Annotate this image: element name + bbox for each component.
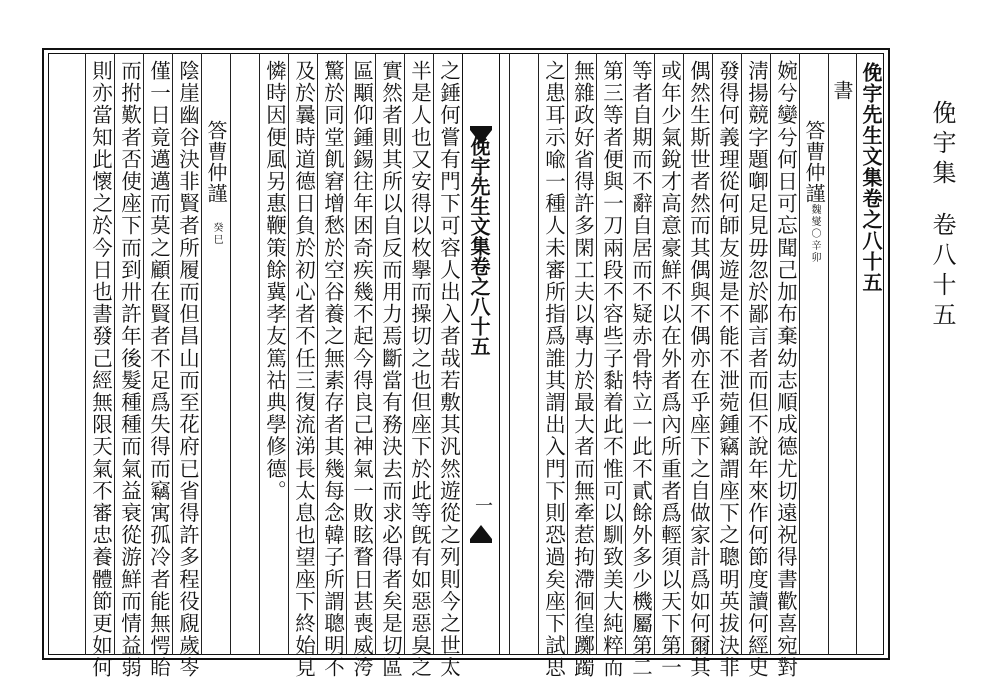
volume-header: 俛宇先生文集卷之八十五 <box>859 62 883 293</box>
text-line: 僅一日竟邁邁而莫之顧在賢者不足爲失得而竊寓孤冷者能無愕眙 <box>146 60 171 679</box>
column-rule <box>509 53 510 655</box>
letter-heading-2 <box>206 120 226 246</box>
text-line: 半是人也又安得以枚擧而操切之也但座下於此等旣有如惡惡臭之 <box>407 60 432 679</box>
column-rule <box>346 53 347 655</box>
text-line: 無雜政好省得許多閑工夫以專力於最大者而無牽惹拘滯徊徨躑躅 <box>570 60 595 679</box>
column-rule <box>596 53 597 655</box>
center-band-title: 俛宇先生文集卷之八十五 <box>467 136 491 356</box>
column-rule <box>143 53 144 655</box>
section-heading: 書 <box>830 80 854 101</box>
text-line: 驚於同堂飢窘增愁於空谷養之無素存者其幾每念韓子所謂聰明不 <box>320 60 345 679</box>
text-line: 發得何義理從何師友遊是不能不泄菀鍾竊謂座下之聰明英拔決非 <box>715 60 740 679</box>
column-rule <box>375 53 376 655</box>
letter-heading-1 <box>804 120 824 264</box>
text-line: 等者自期而不辭自居而不疑赤骨特立一此不貳餘外多少機屬第二 <box>628 60 653 679</box>
column-rule <box>230 53 231 655</box>
column-rule <box>538 53 539 655</box>
margin-book-title <box>930 100 954 332</box>
letter-title: 答曹仲謹 <box>204 120 228 204</box>
text-line: 之患耳示喩一種人未審所指爲誰其謂出入門下則恐過矣座下試思 <box>541 60 566 679</box>
column-rule <box>259 53 260 655</box>
text-line: 或年少氣銳才高意豪鮮不以在外者爲內所重者爲輕須以天下第一 <box>657 60 682 679</box>
text-line: 淸揚競字題啣足見毋忽於鄙言者而但不說年來作何節度讀何經史 <box>744 60 769 679</box>
text-line: 實然者則其所以自反而用力焉斷當有務決去而求必得者矣是切區 <box>378 60 403 679</box>
text-line: 婉兮孌兮何日可忘聞己加布棄幼志順成德尤切遠祝得書歡喜宛對 <box>773 60 798 679</box>
column-rule <box>288 53 289 655</box>
text-line: 憐時因便風另惠鞭策餘冀孝友篤祜典學修德。 <box>262 60 287 502</box>
column-rule <box>741 53 742 655</box>
center-band-page-number: 一 <box>472 496 493 514</box>
letter-note: 癸巳 <box>211 222 222 246</box>
letter-title: 答曹仲謹 <box>802 120 826 204</box>
text-line: 及於曩時道德日負於初心者不任三復流涕長太息也望座下終始見 <box>291 60 316 679</box>
fish-tail-mark-bottom <box>470 525 492 539</box>
margin-volume: 卷八十五 <box>928 212 956 332</box>
text-line: 第三等者便與一刀兩段不容些子黏着此不惟可以馴致美大純粹而 <box>599 60 624 679</box>
text-line: 而拊歎者否使座下而到卅許年後髮種種而氣益衰從游鮮而情益弱 <box>117 60 142 679</box>
column-rule <box>712 53 713 655</box>
text-line: 陰崖幽谷決非賢者所履而但昌山而至花府已省得許多程役覛歲岑 <box>175 60 200 679</box>
column-rule <box>856 53 857 655</box>
column-rule <box>654 53 655 655</box>
column-rule <box>317 53 318 655</box>
fish-tail-bar-top <box>470 126 492 130</box>
column-rule <box>114 53 115 655</box>
column-rule <box>770 53 771 655</box>
margin-book-name: 俛宇集 <box>928 100 956 190</box>
column-rule <box>404 53 405 655</box>
column-rule <box>172 53 173 655</box>
text-line: 偶然生斯世者然而其偶與不偶亦在乎座下之自做家計爲如何爾其 <box>686 60 711 679</box>
column-rule <box>567 53 568 655</box>
column-rule <box>201 53 202 655</box>
text-line: 之錘何嘗有門下可容人出入者哉若敷其汎然遊從之列則今之世太 <box>436 60 461 679</box>
column-rule <box>85 53 86 655</box>
column-rule <box>433 53 434 655</box>
text-line: 則亦當知此懷之於今日也書發己經無限天氣不審忠養體節更如何 <box>88 60 113 679</box>
fish-tail-bar-bottom <box>470 539 492 543</box>
column-rule <box>683 53 684 655</box>
column-rule <box>828 53 829 655</box>
column-rule <box>625 53 626 655</box>
text-line: 區顒仰鍾錫往年困奇疾幾不起今得良己神氣一敗眩瞀日甚喪威洿 <box>349 60 374 679</box>
column-rule <box>799 53 800 655</box>
letter-note: 魏燮〇辛卯 <box>809 204 820 264</box>
